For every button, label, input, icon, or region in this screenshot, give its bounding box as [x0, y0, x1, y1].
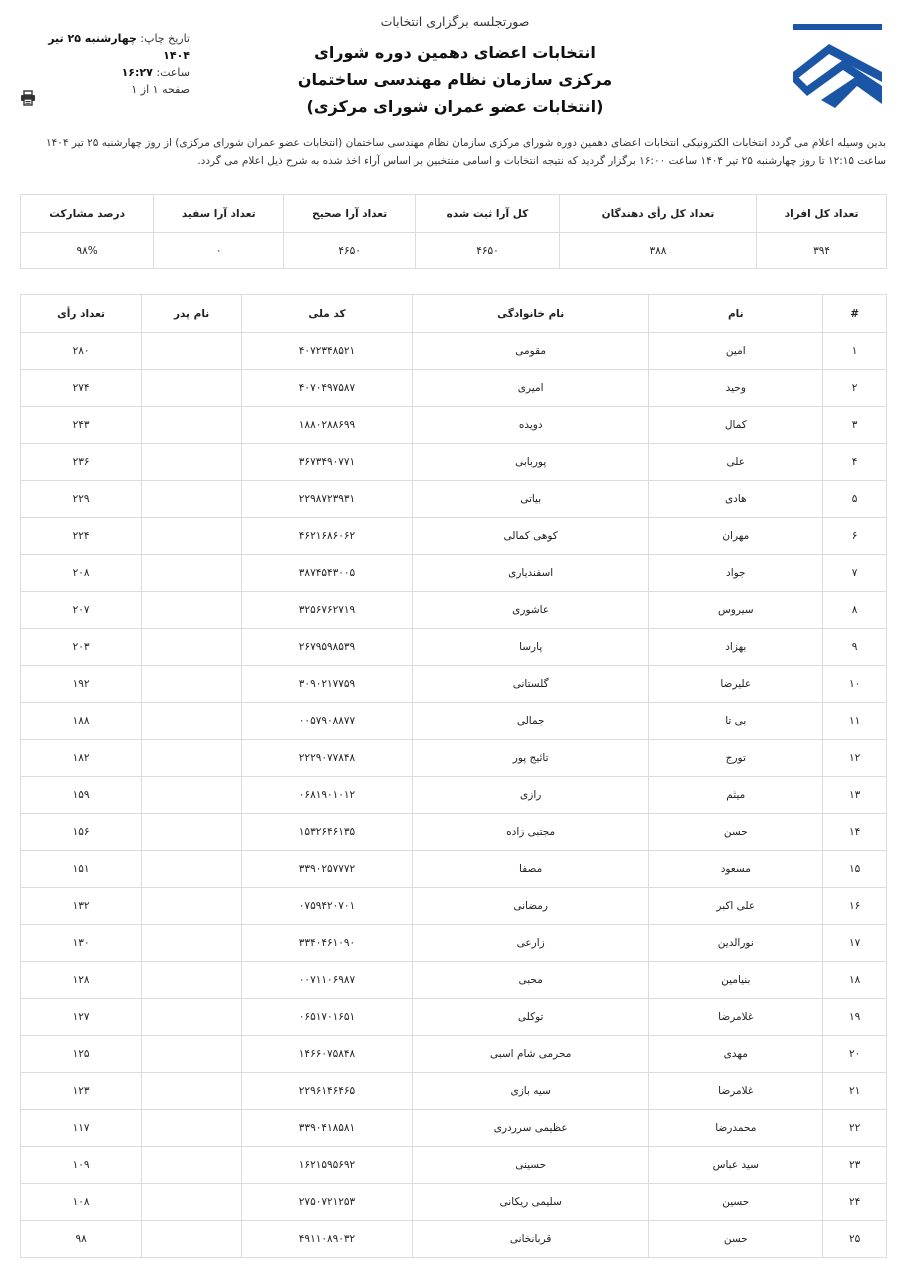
vote-count-cell: ۲۰۷: [21, 592, 142, 629]
first-name-cell: علیرضا: [649, 666, 823, 703]
vote-count-cell: ۱۲۵: [21, 1036, 142, 1073]
rank-cell: ۲۲: [823, 1110, 887, 1147]
vote-count-cell: ۲۲۴: [21, 518, 142, 555]
results-header-last-name: نام خانوادگی: [412, 295, 648, 333]
print-date-label: تاریخ چاپ:: [140, 32, 190, 45]
summary-header-total-members: تعداد کل افراد: [757, 195, 887, 233]
table-row: [21, 777, 887, 814]
vote-count-cell: ۲۰۸: [21, 555, 142, 592]
father-name-cell: [142, 740, 242, 777]
father-name-cell: [142, 703, 242, 740]
page-number: صفحه ۱ از ۱: [131, 83, 190, 96]
first-name-cell: هادی: [649, 481, 823, 518]
father-name-cell: [142, 333, 242, 370]
table-row: [21, 592, 887, 629]
national-id-cell: ۴۶۲۱۶۸۶۰۶۲: [242, 518, 413, 555]
table-row: [21, 1221, 887, 1258]
vote-count-cell: ۱۲۸: [21, 962, 142, 999]
vote-count-cell: ۱۱۷: [21, 1110, 142, 1147]
last-name-cell: دویده: [412, 407, 648, 444]
national-id-cell: ۰۷۵۹۴۲۰۷۰۱: [242, 888, 413, 925]
father-name-cell: [142, 481, 242, 518]
national-id-cell: ۲۶۷۹۵۹۸۵۳۹: [242, 629, 413, 666]
national-id-cell: ۰۰۷۱۱۰۶۹۸۷: [242, 962, 413, 999]
last-name-cell: امیری: [412, 370, 648, 407]
first-name-cell: سیروس: [649, 592, 823, 629]
table-row: [21, 999, 887, 1036]
print-time-label: ساعت:: [156, 66, 190, 79]
vote-count-cell: ۲۲۹: [21, 481, 142, 518]
first-name-cell: مهدی: [649, 1036, 823, 1073]
table-row: [21, 740, 887, 777]
father-name-cell: [142, 1110, 242, 1147]
national-id-cell: ۳۸۷۴۵۴۳۰۰۵: [242, 555, 413, 592]
national-id-cell: ۴۹۱۱۰۸۹۰۳۲: [242, 1221, 413, 1258]
last-name-cell: عظیمی سرردری: [412, 1110, 648, 1147]
last-name-cell: جمالی: [412, 703, 648, 740]
national-id-cell: ۳۶۷۳۴۹۰۷۷۱: [242, 444, 413, 481]
organization-logo-icon: [791, 20, 883, 115]
first-name-cell: تورج: [649, 740, 823, 777]
rank-cell: ۲۰: [823, 1036, 887, 1073]
first-name-cell: مسعود: [649, 851, 823, 888]
national-id-cell: ۰۰۵۷۹۰۸۸۷۷: [242, 703, 413, 740]
rank-cell: ۱۳: [823, 777, 887, 814]
national-id-cell: ۱۵۳۲۶۴۶۱۳۵: [242, 814, 413, 851]
first-name-cell: بهزاد: [649, 629, 823, 666]
father-name-cell: [142, 962, 242, 999]
vote-count-cell: ۲۴۳: [21, 407, 142, 444]
summary-registered-votes: ۴۶۵۰: [416, 233, 560, 269]
rank-cell: ۱۶: [823, 888, 887, 925]
rank-cell: ۱۱: [823, 703, 887, 740]
table-row: [21, 518, 887, 555]
rank-cell: ۲۵: [823, 1221, 887, 1258]
national-id-cell: ۴۰۷۰۴۹۷۵۸۷: [242, 370, 413, 407]
title-line-3: (انتخابات عضو عمران شورای مرکزی): [306, 97, 604, 116]
last-name-cell: کوهی کمالی: [412, 518, 648, 555]
document-header: [0, 0, 905, 130]
first-name-cell: سید عباس: [649, 1147, 823, 1184]
table-row: [21, 555, 887, 592]
summary-table: [20, 194, 887, 269]
table-row: [21, 888, 887, 925]
rank-cell: ۱: [823, 333, 887, 370]
father-name-cell: [142, 777, 242, 814]
last-name-cell: تائیج پور: [412, 740, 648, 777]
vote-count-cell: ۹۸: [21, 1221, 142, 1258]
last-name-cell: سیه بازی: [412, 1073, 648, 1110]
father-name-cell: [142, 925, 242, 962]
first-name-cell: علی: [649, 444, 823, 481]
last-name-cell: قربانخانی: [412, 1221, 648, 1258]
print-time-row: [20, 64, 190, 81]
rank-cell: ۸: [823, 592, 887, 629]
results-header-father-name: نام پدر: [142, 295, 242, 333]
table-row: [21, 481, 887, 518]
last-name-cell: عاشوری: [412, 592, 648, 629]
table-row: [21, 1110, 887, 1147]
national-id-cell: ۰۶۸۱۹۰۱۰۱۲: [242, 777, 413, 814]
first-name-cell: محمدرضا: [649, 1110, 823, 1147]
rank-cell: ۱۲: [823, 740, 887, 777]
results-header-row: [21, 295, 887, 333]
vote-count-cell: ۱۸۲: [21, 740, 142, 777]
vote-count-cell: ۲۸۰: [21, 333, 142, 370]
first-name-cell: امین: [649, 333, 823, 370]
national-id-cell: ۱۸۸۰۲۸۸۶۹۹: [242, 407, 413, 444]
first-name-cell: میثم: [649, 777, 823, 814]
last-name-cell: سلیمی ریکانی: [412, 1184, 648, 1221]
table-row: [21, 925, 887, 962]
summary-header-participation: درصد مشارکت: [21, 195, 154, 233]
rank-cell: ۱۹: [823, 999, 887, 1036]
title-block: [250, 14, 660, 120]
father-name-cell: [142, 555, 242, 592]
national-id-cell: ۲۲۲۹۰۷۷۸۴۸: [242, 740, 413, 777]
table-row: [21, 333, 887, 370]
vote-count-cell: ۲۷۴: [21, 370, 142, 407]
summary-header-valid-votes: تعداد آرا صحیح: [284, 195, 416, 233]
rank-cell: ۱۴: [823, 814, 887, 851]
first-name-cell: کمال: [649, 407, 823, 444]
table-row: [21, 1184, 887, 1221]
rank-cell: ۱۵: [823, 851, 887, 888]
national-id-cell: ۳۲۵۶۷۶۲۷۱۹: [242, 592, 413, 629]
rank-cell: ۲: [823, 370, 887, 407]
rank-cell: ۲۴: [823, 1184, 887, 1221]
last-name-cell: زارعی: [412, 925, 648, 962]
table-row: [21, 666, 887, 703]
title-line-1: انتخابات اعضای دهمین دوره شورای: [314, 43, 596, 62]
table-row: [21, 851, 887, 888]
national-id-cell: ۳۰۹۰۲۱۷۷۵۹: [242, 666, 413, 703]
rank-cell: ۹: [823, 629, 887, 666]
first-name-cell: جواد: [649, 555, 823, 592]
vote-count-cell: ۱۰۹: [21, 1147, 142, 1184]
table-row: [21, 962, 887, 999]
national-id-cell: ۳۳۹۰۲۵۷۷۷۲: [242, 851, 413, 888]
father-name-cell: [142, 1036, 242, 1073]
national-id-cell: ۲۷۵۰۷۲۱۲۵۳: [242, 1184, 413, 1221]
last-name-cell: مجتبی زاده: [412, 814, 648, 851]
father-name-cell: [142, 851, 242, 888]
page-subtitle: صورتجلسه برگزاری انتخابات: [380, 14, 530, 29]
summary-blank-votes: ۰: [154, 233, 284, 269]
table-row: [21, 370, 887, 407]
last-name-cell: بیاتی: [412, 481, 648, 518]
summary-total-voters: ۳۸۸: [559, 233, 756, 269]
first-name-cell: مهران: [649, 518, 823, 555]
table-row: [21, 703, 887, 740]
vote-count-cell: ۱۵۶: [21, 814, 142, 851]
rank-cell: ۶: [823, 518, 887, 555]
first-name-cell: حسن: [649, 814, 823, 851]
vote-count-cell: ۱۲۷: [21, 999, 142, 1036]
table-row: [21, 1036, 887, 1073]
results-header-national-id: کد ملی: [242, 295, 413, 333]
national-id-cell: ۲۲۹۶۱۴۶۴۶۵: [242, 1073, 413, 1110]
rank-cell: ۱۰: [823, 666, 887, 703]
last-name-cell: پوربابی: [412, 444, 648, 481]
national-id-cell: ۱۴۶۶۰۷۵۸۴۸: [242, 1036, 413, 1073]
rank-cell: ۴: [823, 444, 887, 481]
national-id-cell: ۳۳۹۰۴۱۸۵۸۱: [242, 1110, 413, 1147]
vote-count-cell: ۱۸۸: [21, 703, 142, 740]
father-name-cell: [142, 666, 242, 703]
father-name-cell: [142, 1073, 242, 1110]
results-body: [21, 333, 887, 1258]
father-name-cell: [142, 999, 242, 1036]
first-name-cell: نورالدین: [649, 925, 823, 962]
national-id-cell: ۰۶۵۱۷۰۱۶۵۱: [242, 999, 413, 1036]
first-name-cell: حسن: [649, 1221, 823, 1258]
title-line-2: مرکزی سازمان نظام مهندسی ساختمان: [297, 70, 613, 89]
summary-valid-votes: ۴۶۵۰: [284, 233, 416, 269]
printer-icon[interactable]: [20, 90, 36, 106]
summary-participation: ۹۸%: [21, 233, 154, 269]
table-row: [21, 814, 887, 851]
father-name-cell: [142, 629, 242, 666]
summary-header-row: [21, 195, 887, 233]
rank-cell: ۵: [823, 481, 887, 518]
last-name-cell: رازی: [412, 777, 648, 814]
last-name-cell: مقومی: [412, 333, 648, 370]
table-row: [21, 629, 887, 666]
vote-count-cell: ۱۵۹: [21, 777, 142, 814]
vote-count-cell: ۱۳۰: [21, 925, 142, 962]
national-id-cell: ۴۰۷۲۳۴۸۵۲۱: [242, 333, 413, 370]
print-info: [20, 30, 190, 98]
last-name-cell: مصفا: [412, 851, 648, 888]
first-name-cell: غلامرضا: [649, 999, 823, 1036]
national-id-cell: ۲۲۹۸۷۲۳۹۳۱: [242, 481, 413, 518]
vote-count-cell: ۱۲۳: [21, 1073, 142, 1110]
rank-cell: ۳: [823, 407, 887, 444]
last-name-cell: محبی: [412, 962, 648, 999]
table-row: [21, 407, 887, 444]
father-name-cell: [142, 592, 242, 629]
last-name-cell: پارسا: [412, 629, 648, 666]
summary-header-blank-votes: تعداد آرا سفید: [154, 195, 284, 233]
vote-count-cell: ۱۹۲: [21, 666, 142, 703]
rank-cell: ۷: [823, 555, 887, 592]
last-name-cell: رمضانی: [412, 888, 648, 925]
last-name-cell: توکلی: [412, 999, 648, 1036]
rank-cell: ۱۸: [823, 962, 887, 999]
father-name-cell: [142, 814, 242, 851]
vote-count-cell: ۱۳۲: [21, 888, 142, 925]
rank-cell: ۲۱: [823, 1073, 887, 1110]
vote-count-cell: ۱۵۱: [21, 851, 142, 888]
print-time-value: ۱۶:۲۷: [121, 66, 153, 79]
father-name-cell: [142, 444, 242, 481]
first-name-cell: بنیامین: [649, 962, 823, 999]
vote-count-cell: ۱۰۸: [21, 1184, 142, 1221]
first-name-cell: وحید: [649, 370, 823, 407]
print-date-row: [20, 30, 190, 64]
last-name-cell: محرمی شام اسبی: [412, 1036, 648, 1073]
rank-cell: ۱۷: [823, 925, 887, 962]
father-name-cell: [142, 888, 242, 925]
print-date-value: چهارشنبه ۲۵ تیر ۱۴۰۴: [48, 32, 190, 62]
results-table: [20, 294, 887, 1258]
first-name-cell: علی اکبر: [649, 888, 823, 925]
summary-header-registered-votes: کل آرا ثبت شده: [416, 195, 560, 233]
father-name-cell: [142, 370, 242, 407]
summary-total-members: ۳۹۴: [757, 233, 887, 269]
results-header-first-name: نام: [649, 295, 823, 333]
summary-value-row: [21, 233, 887, 269]
last-name-cell: حسینی: [412, 1147, 648, 1184]
last-name-cell: گلستانی: [412, 666, 648, 703]
results-header-vote-count: تعداد رأی: [21, 295, 142, 333]
first-name-cell: غلامرضا: [649, 1073, 823, 1110]
table-row: [21, 1147, 887, 1184]
vote-count-cell: ۲۰۳: [21, 629, 142, 666]
last-name-cell: اسفندیاری: [412, 555, 648, 592]
table-row: [21, 444, 887, 481]
rank-cell: ۲۳: [823, 1147, 887, 1184]
father-name-cell: [142, 407, 242, 444]
table-row: [21, 1073, 887, 1110]
intro-paragraph: بدین وسیله اعلام می گردد انتخابات الکترونیکی انتخابات اعضای دهمین دوره شورای مرکزی سازمان نظام مهندسی ساختمان (انتخابات عضو عمران شورای مرکزی) از روز چهارشنبه ۲۵ تیر ۱۴۰۴ ساعت ۱۲:۱۵ تا روز چهارشنبه ۲۵ تیر ۱۴۰۴ ساعت ۱۶:۰۰ برگزار گردید که نتیجه انتخابات و اسامی منتخبین بر اساس آراء اخذ شده به شرح ذیل اعلام می گردد.: [45, 137, 886, 167]
first-name-cell: حسین: [649, 1184, 823, 1221]
father-name-cell: [142, 1221, 242, 1258]
summary-header-total-voters: تعداد کل رأی دهندگان: [559, 195, 756, 233]
father-name-cell: [142, 1184, 242, 1221]
father-name-cell: [142, 518, 242, 555]
national-id-cell: ۱۶۲۱۵۹۵۶۹۲: [242, 1147, 413, 1184]
national-id-cell: ۳۳۴۰۴۶۱۰۹۰: [242, 925, 413, 962]
father-name-cell: [142, 1147, 242, 1184]
vote-count-cell: ۲۳۶: [21, 444, 142, 481]
first-name-cell: بی تا: [649, 703, 823, 740]
results-header-rank: #: [823, 295, 887, 333]
